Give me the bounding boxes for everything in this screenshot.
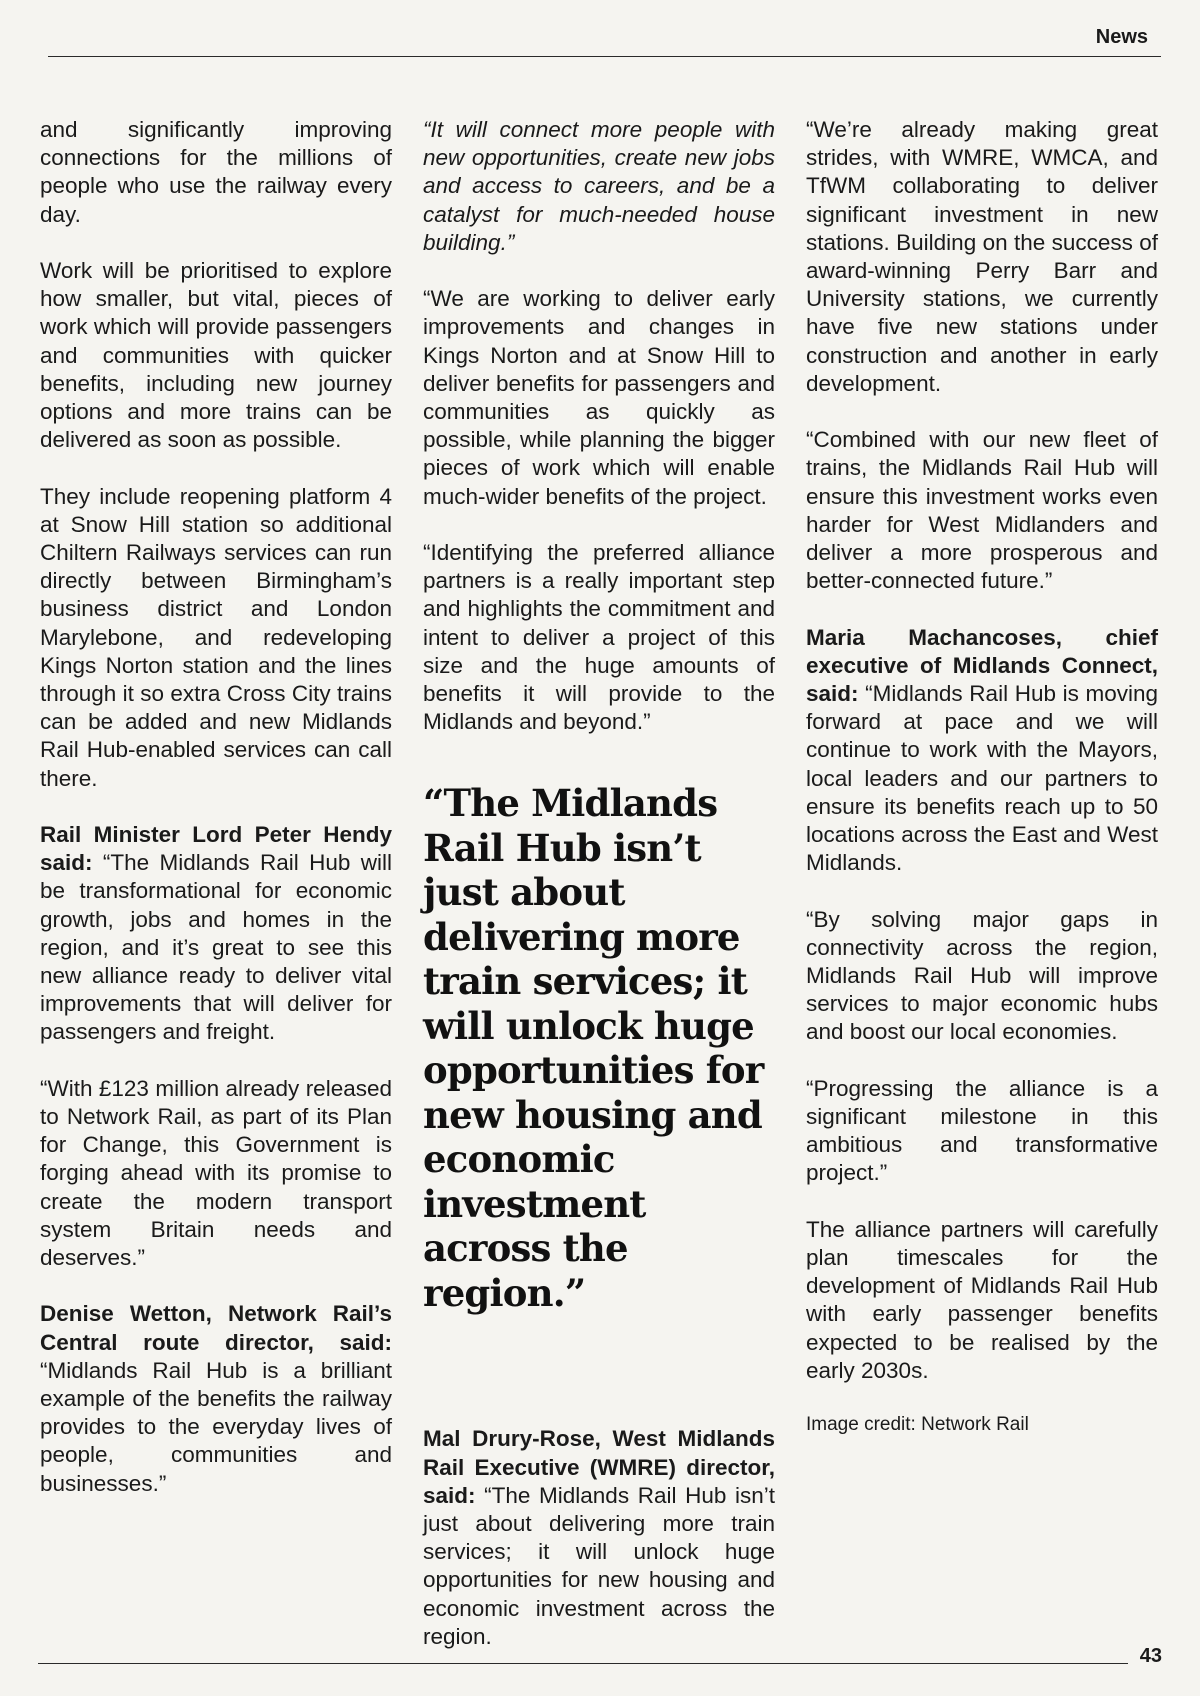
paragraph: and significantly improving connections for the millions of people who use the railway every day. xyxy=(40,117,392,227)
quote-text: “The Midlands Rail Hub isn’t just about delivering more train services; it will unlock huge opportunities for new housing and economic investment across the region. xyxy=(423,1482,775,1649)
speaker-attribution: Mal Drury-Rose, West Midlands Rail Executive (WMRE) director, said: xyxy=(423,1426,775,1508)
speaker-attribution: Denise Wetton, Network Rail’s Central route director, said: xyxy=(40,1301,392,1355)
quote-text: “Midlands Rail Hub is a brilliant example of the benefits the railway provides to the everyday lives of people, communities and businesses.” xyxy=(40,1357,392,1496)
paragraph: Work will be prioritised to explore how smaller, but vital, pieces of work which will provide passengers and communities with quicker benefits, including new journey options and more trains can be delivered as soon as possible. xyxy=(40,258,392,453)
paragraph: “By solving major gaps in connectivity across the region, Midlands Rail Hub will improve services to major economic hubs and boost our local economies. xyxy=(806,906,1158,1045)
italic-quote: “It will connect more people with new opportunities, create new jobs and access to careers, and be a catalyst for much-needed house building.” xyxy=(423,117,775,255)
speaker-attribution: Rail Minister Lord Peter Hendy said: xyxy=(40,822,392,876)
quote-paragraph xyxy=(40,1300,392,1497)
paragraph: “Progressing the alliance is a significant milestone in this ambitious and transformative project.” xyxy=(806,1075,1158,1186)
speaker-attribution: Maria Machancoses, chief executive of Midlands Connect, said: xyxy=(806,624,1158,707)
quote-paragraph xyxy=(806,624,1158,878)
paragraph: “Combined with our new fleet of trains, the Midlands Rail Hub will ensure this investment works even harder for West Midlanders and deliver a more prosperous and better-connected future.” xyxy=(806,427,1158,594)
pull-quote: “The Midlands Rail Hub isn’t just about delivering more train services; it will unlock huge opportunities for new housing and economic investment across the region.” xyxy=(423,781,764,1315)
paragraph: They include reopening platform 4 at Snow Hill station so additional Chiltern Railways services can run directly between Birmingham’s business district and London Marylebone, and redeveloping Kings Norton station and the lines through it so extra Cross City trains can be added and new Midlands Rail Hub-enabled services can call there. xyxy=(40,483,392,791)
section-label: News xyxy=(1095,26,1148,48)
image-credit: Image credit: Network Rail xyxy=(806,1414,1029,1436)
paragraph: “We’re already making great strides, with WMRE, WMCA, and TfWM collaborating to deliver significant investment in new stations. Building on the success of award-winning Perry Barr and University stations, we currently have five new stations under construction and another in early development. xyxy=(806,117,1158,396)
article-column-2 xyxy=(423,116,775,1679)
article-column-1 xyxy=(40,116,392,1526)
page-number: 43 xyxy=(1139,1645,1162,1667)
paragraph: The alliance partners will carefully plan timescales for the development of Midlands Rail Hub with early passenger benefits expected to be realised by the early 2030s. xyxy=(806,1216,1158,1383)
paragraph: “Identifying the preferred alliance partners is a really important step and highlights the commitment and intent to deliver a project of this size and the huge amounts of benefits it will provide to the Midlands and beyond.” xyxy=(423,540,775,735)
paragraph: “We are working to deliver early improvements and changes in Kings Norton and at Snow Hill to deliver benefits for passengers and communities as quickly as possible, while planning the bigger pieces of work which will enable much-wider benefits of the project. xyxy=(423,286,775,509)
footer-divider xyxy=(38,1663,1128,1664)
quote-paragraph xyxy=(40,821,392,1047)
paragraph: “With £123 million already released to Network Rail, as part of its Plan for Change, this Government is forging ahead with its promise to create the modern transport system Britain needs and deserves.” xyxy=(40,1075,392,1271)
article-column-3 xyxy=(806,116,1158,1465)
header-divider xyxy=(48,56,1161,57)
quote-text: “Midlands Rail Hub is moving forward at pace and we will continue to work with the Mayors, local leaders and our partners to ensure its benefits reach up to 50 locations across the East and West Midlands. xyxy=(806,681,1158,876)
quote-paragraph xyxy=(423,1425,775,1651)
quote-text: “The Midlands Rail Hub will be transformational for economic growth, jobs and homes in the region, and it’s great to see this new alliance ready to deliver vital improvements that will deliver for passengers and freight. xyxy=(40,850,392,1045)
